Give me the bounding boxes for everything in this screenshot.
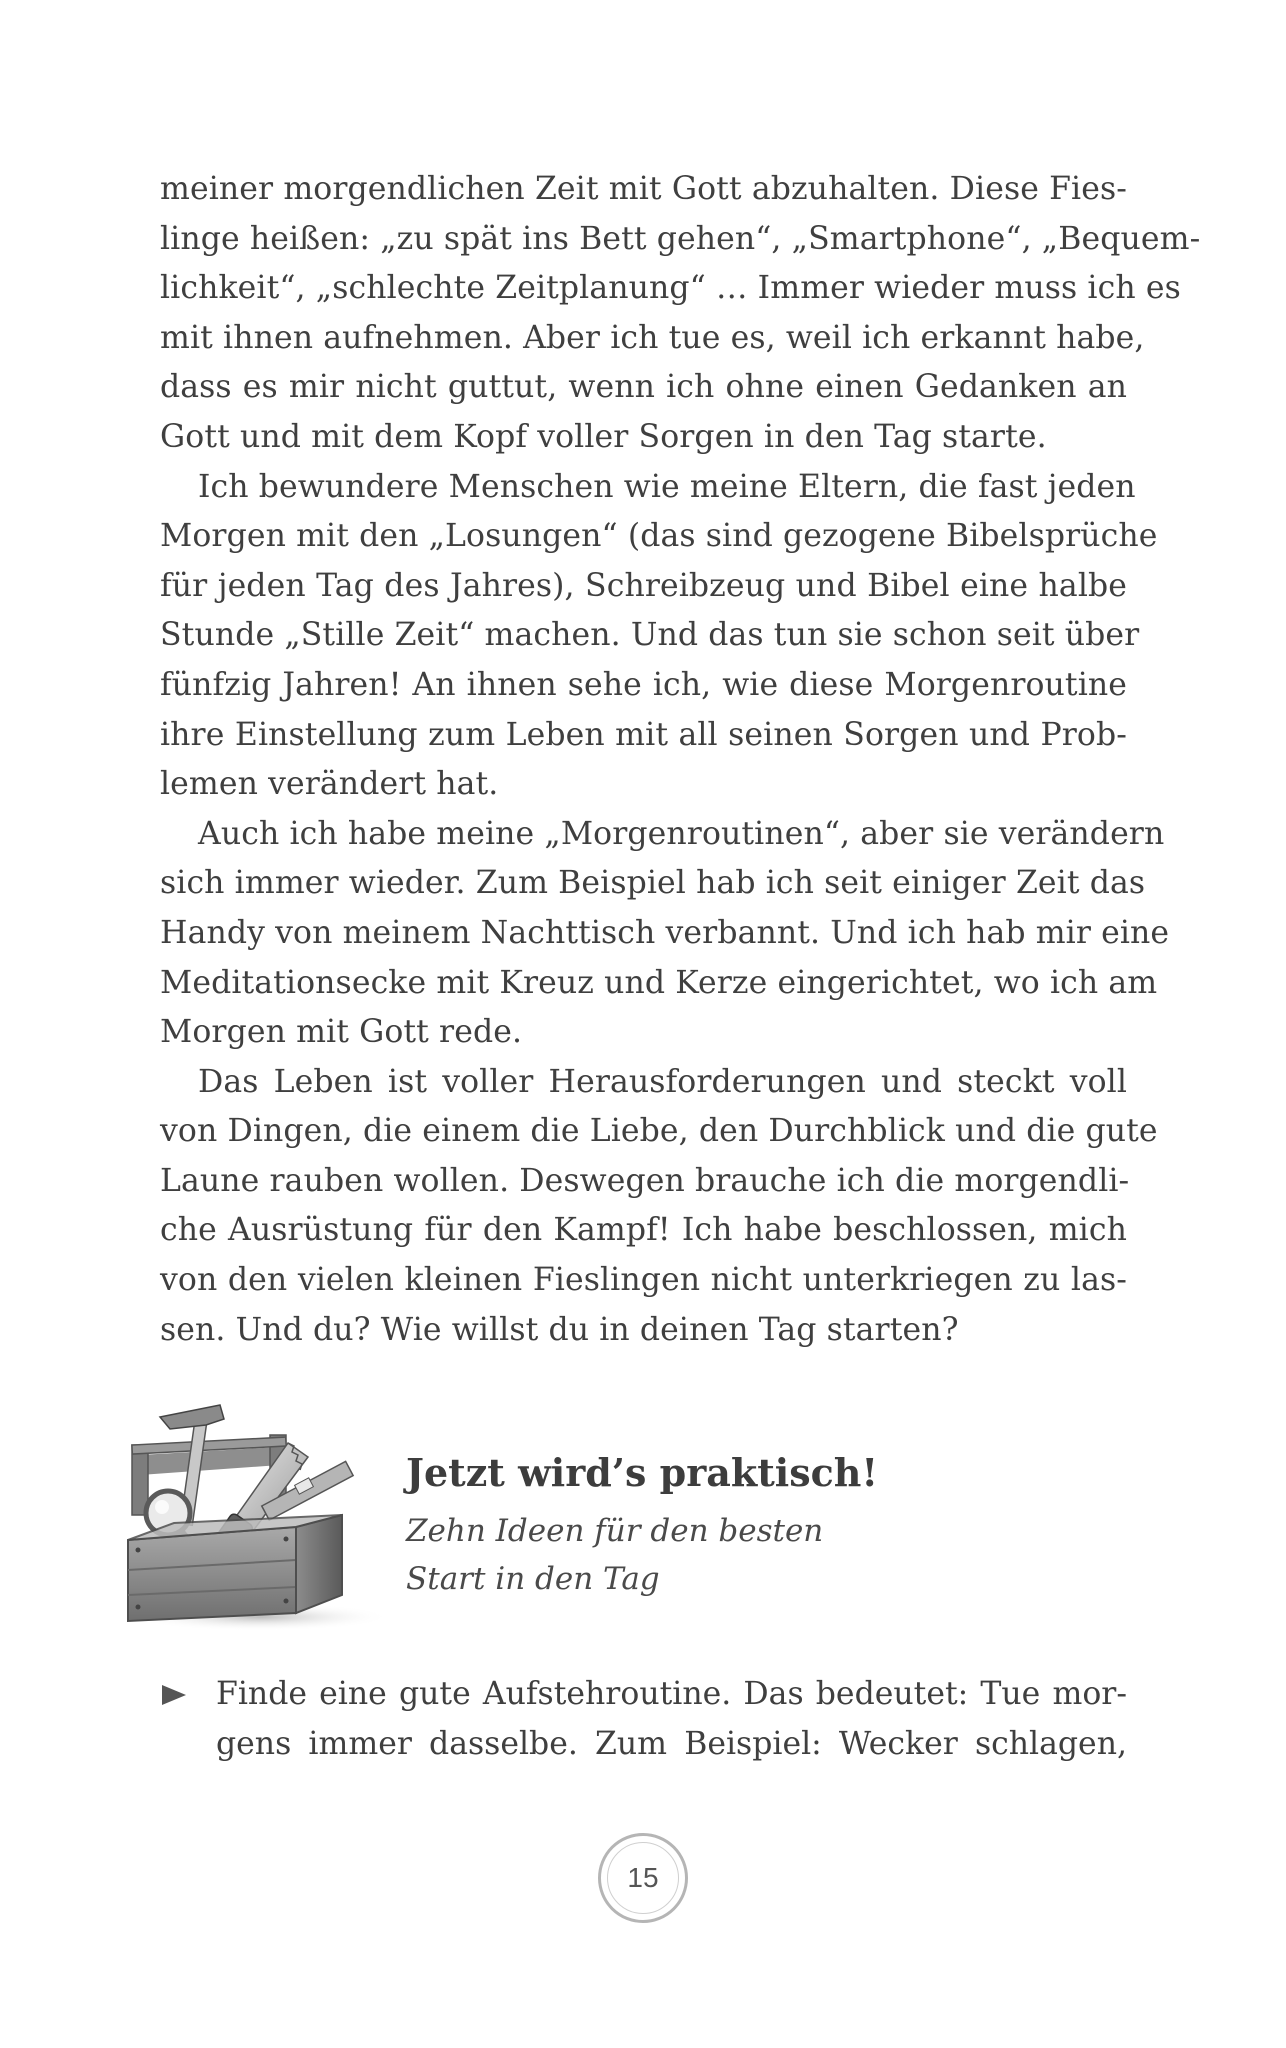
text-line: von Dingen, die einem die Liebe, den Durchblick und die gute xyxy=(160,1113,1158,1150)
page-number: 15 xyxy=(607,1842,679,1914)
text-line: mit ihnen aufnehmen. Aber ich tue es, weil ich erkannt habe, xyxy=(160,319,1145,356)
text-line: dass es mir nicht guttut, wenn ich ohne einen Gedanken an xyxy=(160,369,1127,406)
text-line: Morgen mit den „Losungen“ (das sind gezogene Bibelsprüche xyxy=(160,518,1158,555)
triangle-arrow-icon xyxy=(162,1685,186,1705)
text-line: Das Leben ist voller Herausforderungen und steckt voll xyxy=(198,1063,1127,1100)
text-line: Meditationsecke mit Kreuz und Kerze eingerichtet, wo ich am xyxy=(160,964,1158,1001)
toolbox-icon xyxy=(110,1395,390,1635)
body-text xyxy=(160,165,1201,1355)
text-line: sen. Und du? Wie willst du in deinen Tag starten? xyxy=(160,1311,959,1348)
text-line: Stunde „Stille Zeit“ machen. Und das tun sie schon seit über xyxy=(160,617,1140,654)
text-line: Gott und mit dem Kopf voller Sorgen in den Tag starte. xyxy=(160,418,1047,455)
practical-subtitle xyxy=(406,1507,823,1603)
practical-subtitle-line: Zehn Ideen für den besten xyxy=(406,1513,824,1549)
page-number-badge xyxy=(598,1833,688,1923)
text-line: che Ausrüstung für den Kampf! Ich habe beschlossen, mich xyxy=(160,1212,1127,1249)
text-line: meiner morgendlichen Zeit mit Gott abzuhalten. Diese Fies- xyxy=(160,171,1127,207)
text-line: Morgen mit Gott rede. xyxy=(160,1014,523,1051)
text-line: sich immer wieder. Zum Beispiel hab ich seit einiger Zeit das xyxy=(160,865,1146,902)
text-line: lichkeit“, „schlechte Zeitplanung“ … Immer wieder muss ich es xyxy=(160,270,1181,307)
practical-subtitle-line: Start in den Tag xyxy=(406,1561,660,1597)
practical-heading: Jetzt wird’s praktisch! xyxy=(406,1450,879,1495)
text-line: gens immer dasselbe. Zum Beispiel: Wecker schlagen, xyxy=(216,1725,1127,1762)
text-line: Auch ich habe meine „Morgenroutinen“, aber sie verändern xyxy=(198,815,1165,852)
text-line: Finde eine gute Aufstehroutine. Das bedeutet: Tue mor- xyxy=(216,1676,1127,1712)
text-line: ihre Einstellung zum Leben mit all seinen Sorgen und Prob- xyxy=(160,716,1127,753)
text-line: Ich bewundere Menschen wie meine Eltern, die fast jeden xyxy=(198,468,1136,505)
text-line: linge heißen: „zu spät ins Bett gehen“, „Smartphone“, „Bequem- xyxy=(160,220,1201,257)
text-line: von den vielen kleinen Fieslingen nicht unterkriegen zu las- xyxy=(160,1262,1127,1299)
text-line: für jeden Tag des Jahres), Schreibzeug und Bibel eine halbe xyxy=(160,567,1127,604)
bullet-text xyxy=(216,1670,1127,1769)
practical-section xyxy=(110,1395,1110,1635)
text-line: lemen verändert hat. xyxy=(160,766,499,803)
text-line: fünfzig Jahren! An ihnen sehe ich, wie diese Morgenroutine xyxy=(160,666,1127,703)
text-line: Laune rauben wollen. Deswegen brauche ich die morgendli- xyxy=(160,1162,1130,1199)
text-line: Handy von meinem Nachttisch verbannt. Und ich hab mir eine xyxy=(160,914,1170,951)
